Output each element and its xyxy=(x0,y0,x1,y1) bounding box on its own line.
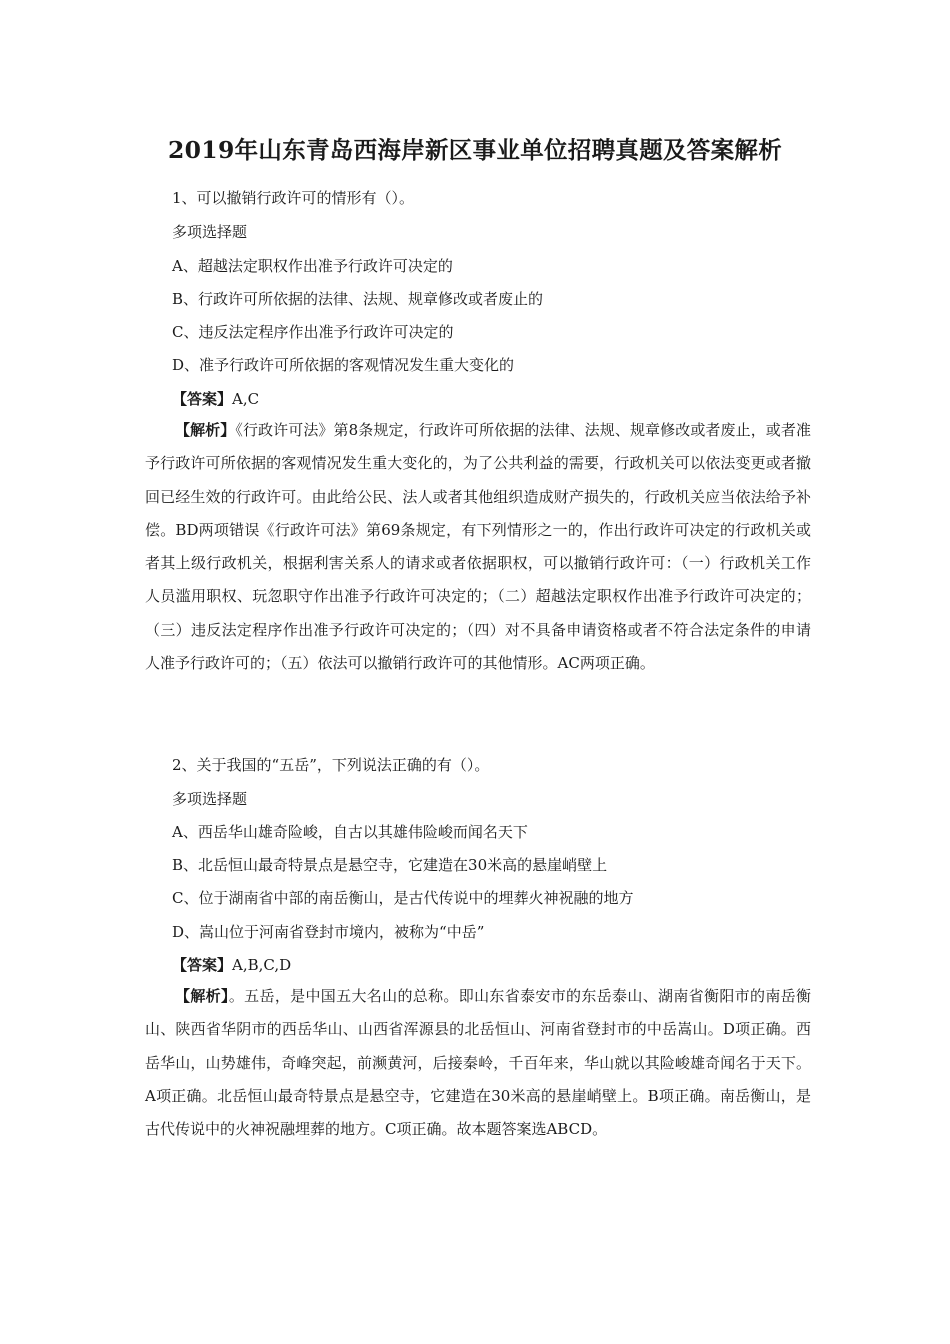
analysis-label: 【解析】 xyxy=(175,987,229,1005)
question-2-option-d: D、嵩山位于河南省登封市境内，被称为“中岳” xyxy=(172,923,485,941)
question-1-type: 多项选择题 xyxy=(172,223,248,241)
answer-label: 【答案】 xyxy=(172,956,233,974)
analysis-text: 。五岳，是中国五大名山的总称。即山东省泰安市的东岳泰山、湖南省衡阳市的南岳衡山、陕西省华阴市的西岳华山、山西省浑源县的北岳恒山、河南省登封市的中岳嵩山。D项正确。西岳华山，山势雄伟，奇峰突起，前濒黄河，后接秦岭，千百年来，华山就以其险峻雄奇闻名于天下。A项正确。北岳恒山最奇特景点是悬空寺，它建造在30米高的悬崖峭壁上。B项正确。南岳衡山，是古代传说中的火神祝融埋葬的地方。C项正确。故本题答案选ABCD。 xyxy=(145,987,811,1139)
question-2-type: 多项选择题 xyxy=(172,790,248,808)
question-1-option-c: C、违反法定程序作出准予行政许可决定的 xyxy=(172,323,454,341)
analysis-text: 《行政许可法》第8条规定，行政许可所依据的法律、法规、规章修改或者废止，或者准予行政许可所依据的客观情况发生重大变化的，为了公共利益的需要，行政机关可以依法变更或者撤回已经生效的行政许可。由此给公民、法人或者其他组织造成财产损失的，行政机关应当依法给予补偿。BD两项错误《行政许可法》第69条规定，有下列情形之一的，作出行政许可决定的行政机关或者其上级行政机关，根据利害关系人的请求或者依据职权，可以撤销行政许可：（一）行政机关工作人员滥用职权、玩忽职守作出准予行政许可决定的；（二）超越法定职权作出准予行政许可决定的；（三）违反法定程序作出准予行政许可决定的；（四）对不具备申请资格或者不符合法定条件的申请人准予行政许可的；（五）依法可以撤销行政许可的其他情形。AC两项正确。 xyxy=(145,421,811,673)
question-1-stem: 1、可以撤销行政许可的情形有（）。 xyxy=(172,189,415,207)
question-1-option-a: A、超越法定职权作出准予行政许可决定的 xyxy=(172,257,453,275)
document-title: 2019年山东青岛西海岸新区事业单位招聘真题及答案解析 xyxy=(167,136,782,164)
question-2-option-b: B、北岳恒山最奇特景点是悬空寺，它建造在30米高的悬崖峭壁上 xyxy=(172,856,608,874)
question-2-stem: 2、关于我国的“五岳”，下列说法正确的有（）。 xyxy=(172,756,490,774)
answer-label: 【答案】 xyxy=(172,390,233,408)
question-2-answer xyxy=(172,955,291,975)
question-2-option-a: A、西岳华山雄奇险峻，自古以其雄伟险峻而闻名天下 xyxy=(172,823,528,841)
question-1-answer xyxy=(172,389,259,409)
answer-value: A,B,C,D xyxy=(232,956,292,974)
question-2-analysis xyxy=(145,980,811,1146)
question-1-option-d: D、准予行政许可所依据的客观情况发生重大变化的 xyxy=(172,356,515,374)
question-1-option-b: B、行政许可所依据的法律、法规、规章修改或者废止的 xyxy=(172,290,544,308)
question-1-analysis xyxy=(145,414,811,680)
question-2-option-c: C、位于湖南省中部的南岳衡山，是古代传说中的埋葬火神祝融的地方 xyxy=(172,889,634,907)
answer-value: A,C xyxy=(232,390,260,408)
analysis-label: 【解析】 xyxy=(175,421,236,439)
